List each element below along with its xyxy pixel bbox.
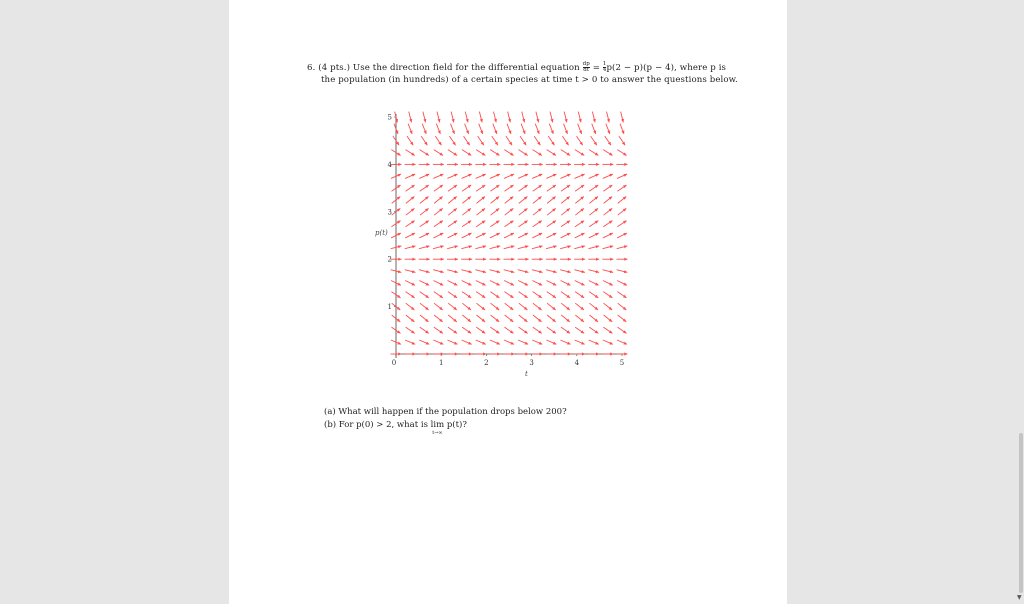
x-tick-label: 1 bbox=[438, 359, 444, 367]
x-tick-label: 5 bbox=[619, 359, 625, 367]
direction-arrowhead bbox=[427, 163, 430, 166]
derivative-fraction bbox=[583, 62, 590, 73]
x-tick-label: 0 bbox=[391, 359, 397, 367]
problem-points: (4 pts.) bbox=[318, 63, 351, 73]
direction-arrowhead bbox=[412, 163, 415, 166]
question-b-text: (b) For p(0) > 2, what is bbox=[324, 419, 428, 430]
x-tick-label: 3 bbox=[529, 359, 534, 367]
direction-arrowhead bbox=[610, 163, 613, 166]
direction-arrowhead bbox=[554, 163, 557, 166]
direction-arrowhead bbox=[554, 258, 557, 261]
derivative-denominator: dt bbox=[583, 67, 590, 73]
direction-arrowhead bbox=[469, 352, 472, 355]
y-tick-label: 4 bbox=[387, 160, 392, 169]
document-page bbox=[229, 0, 787, 604]
direction-arrowhead bbox=[497, 163, 500, 166]
limit-word: lim bbox=[430, 419, 445, 430]
direction-arrowhead bbox=[398, 163, 401, 166]
direction-arrowhead bbox=[568, 163, 571, 166]
direction-arrowhead bbox=[455, 258, 458, 261]
direction-arrowhead bbox=[525, 258, 528, 261]
direction-arrowhead bbox=[582, 352, 585, 355]
limit-expression bbox=[431, 419, 445, 436]
direction-arrowhead bbox=[610, 352, 613, 355]
direction-arrowhead bbox=[412, 258, 415, 261]
x-tick-label: 2 bbox=[484, 359, 489, 367]
direction-arrowhead bbox=[596, 352, 599, 355]
direction-arrowhead bbox=[511, 352, 514, 355]
direction-arrowhead bbox=[497, 258, 500, 261]
direction-arrowhead bbox=[525, 163, 528, 166]
problem-statement bbox=[307, 61, 738, 86]
scrollbar-thumb[interactable] bbox=[1019, 433, 1023, 593]
problem-text: Use the direction field for the differential equation bbox=[352, 63, 580, 73]
direction-arrowhead bbox=[455, 163, 458, 166]
direction-arrowhead bbox=[412, 352, 415, 355]
problem-line-2: the population (in hundreds) of a certain species at time t > 0 to answer the questions below. bbox=[321, 75, 738, 85]
direction-arrowhead bbox=[511, 258, 514, 261]
direction-arrowhead bbox=[483, 352, 486, 355]
derivative-numerator: dp bbox=[582, 61, 590, 67]
direction-arrowhead bbox=[441, 352, 444, 355]
direction-arrowhead bbox=[427, 258, 430, 261]
questions bbox=[324, 406, 567, 435]
direction-arrowhead bbox=[469, 258, 472, 261]
direction-arrowhead bbox=[398, 352, 401, 355]
direction-arrowhead bbox=[624, 352, 627, 355]
scroll-down-arrow-icon[interactable]: ▼ bbox=[1017, 594, 1022, 601]
direction-arrowhead bbox=[441, 258, 444, 261]
direction-arrowhead bbox=[497, 352, 500, 355]
y-axis-label: p(t) bbox=[375, 229, 388, 237]
problem-number: 6. bbox=[307, 63, 316, 73]
y-tick-label: 5 bbox=[387, 113, 392, 122]
direction-arrowhead bbox=[427, 352, 430, 355]
y-tick-label: 3 bbox=[387, 208, 392, 217]
direction-arrowhead bbox=[455, 352, 458, 355]
equals-sign: = bbox=[589, 63, 603, 73]
direction-arrowhead bbox=[568, 352, 571, 355]
coefficient-numerator: 1 bbox=[602, 61, 607, 67]
direction-arrowhead bbox=[610, 258, 613, 261]
direction-arrowhead bbox=[554, 352, 557, 355]
direction-arrowhead bbox=[469, 163, 472, 166]
direction-arrowhead bbox=[568, 258, 571, 261]
y-tick-label: 2 bbox=[387, 255, 392, 264]
direction-arrowhead bbox=[441, 163, 444, 166]
limit-subscript: t→∞ bbox=[432, 430, 443, 436]
x-tick-label: 4 bbox=[574, 359, 580, 367]
direction-arrowhead bbox=[596, 258, 599, 261]
direction-arrowhead bbox=[540, 163, 543, 166]
problem-line-1 bbox=[307, 62, 727, 74]
coefficient-denominator: 4 bbox=[602, 67, 607, 73]
direction-arrowhead bbox=[483, 258, 486, 261]
direction-arrowhead bbox=[596, 163, 599, 166]
y-tick-label: 1 bbox=[387, 303, 392, 312]
direction-arrowhead bbox=[398, 258, 401, 261]
direction-field-plot bbox=[369, 110, 649, 370]
question-b-tail: p(t)? bbox=[444, 419, 467, 430]
direction-arrowhead bbox=[540, 258, 543, 261]
x-axis-label: t bbox=[525, 370, 528, 378]
equation-tail: p(2 − p)(p − 4), where p is bbox=[606, 63, 727, 73]
question-a: (a) What will happen if the population drops below 200? bbox=[324, 407, 567, 417]
question-b bbox=[324, 419, 567, 436]
direction-arrowhead bbox=[511, 163, 514, 166]
direction-arrowhead bbox=[582, 163, 585, 166]
direction-arrowhead bbox=[483, 163, 486, 166]
direction-arrowhead bbox=[624, 163, 627, 166]
direction-arrowhead bbox=[525, 352, 528, 355]
direction-arrowhead bbox=[540, 352, 543, 355]
direction-arrowhead bbox=[582, 258, 585, 261]
direction-arrowhead bbox=[624, 258, 627, 261]
